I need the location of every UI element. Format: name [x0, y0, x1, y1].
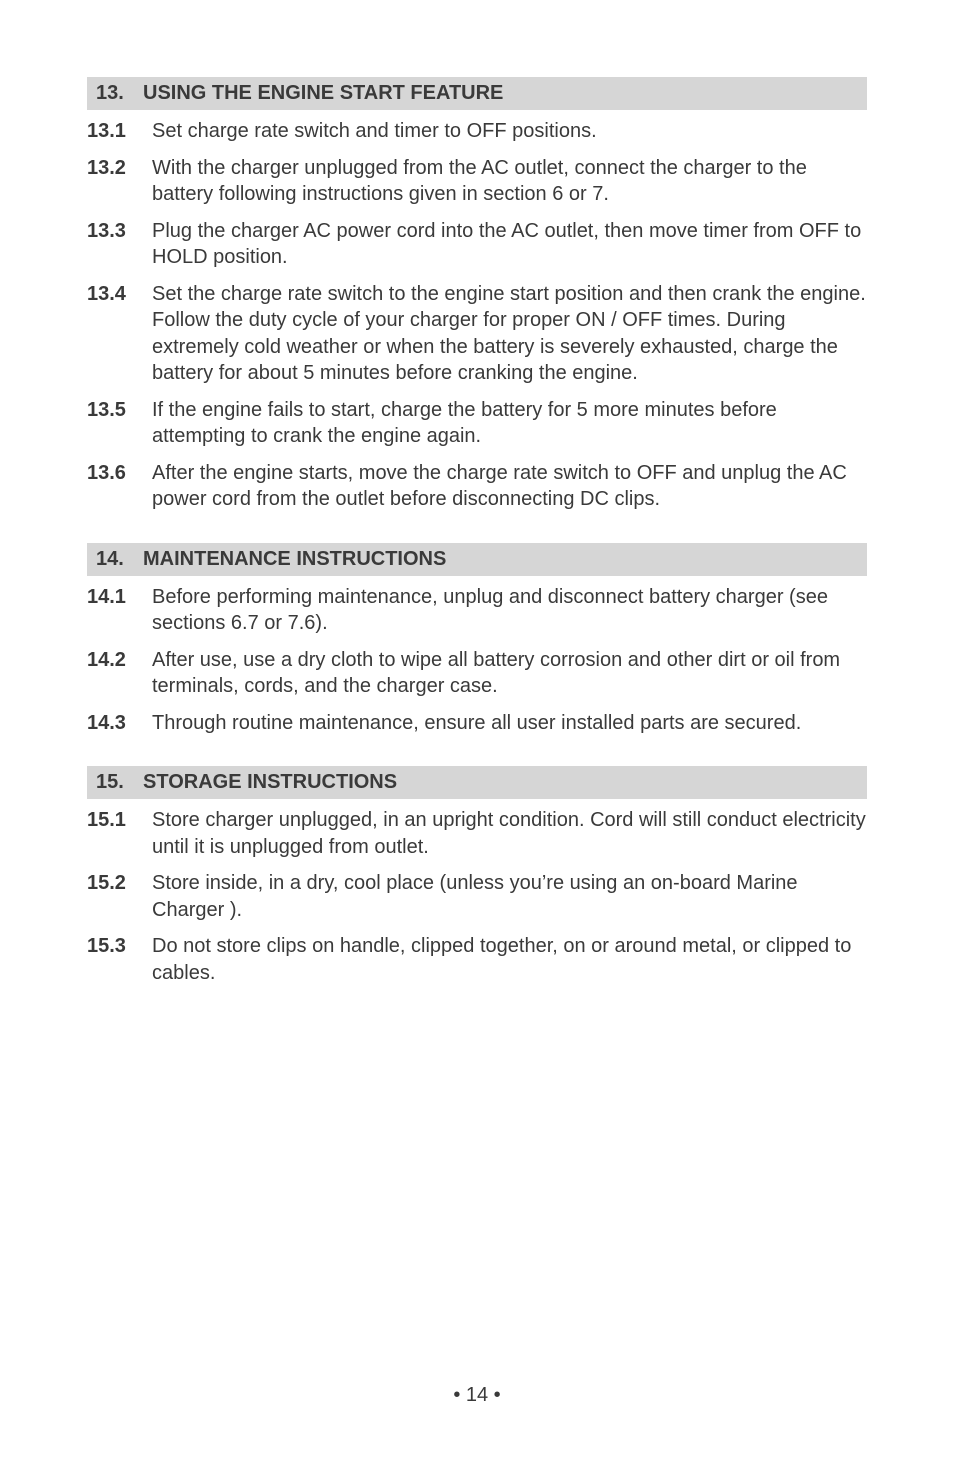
- item-text: After use, use a dry cloth to wipe all battery corrosion and other dirt or oil from terminals, cords, and the charger case.: [152, 648, 841, 697]
- section-title: STORAGE INSTRUCTIONS: [143, 771, 398, 793]
- section-number: 13.: [96, 82, 124, 104]
- list-item: [87, 281, 867, 387]
- page-number: • 14 •: [453, 1384, 501, 1406]
- list-item: [87, 118, 867, 145]
- item-number: 13.6: [87, 461, 126, 484]
- list-item: [87, 710, 867, 737]
- list-item: [87, 584, 867, 637]
- section-header: [87, 766, 867, 799]
- section-header: [87, 77, 867, 110]
- item-number: 13.3: [87, 219, 126, 242]
- item-text: Before performing maintenance, unplug and disconnect battery charger (see sections 6.7 or 7.6).: [152, 585, 828, 634]
- section-title: USING THE ENGINE START FEATURE: [143, 82, 504, 104]
- item-text: With the charger unplugged from the AC outlet, connect the charger to the battery following instructions given in section 6 or 7.: [152, 156, 807, 205]
- list-item: [87, 460, 867, 513]
- section-title: MAINTENANCE INSTRUCTIONS: [143, 547, 447, 570]
- item-number: 13.4: [87, 282, 126, 305]
- section-14: [87, 543, 867, 737]
- list-item: [87, 647, 867, 700]
- item-number: 15.1: [87, 809, 126, 831]
- item-number: 13.1: [87, 120, 126, 142]
- list-item: [87, 397, 867, 450]
- section-number: 15.: [96, 771, 124, 793]
- item-number: 14.2: [87, 648, 126, 671]
- item-text: After the engine starts, move the charge rate switch to OFF and unplug the AC power cord from the outlet before disconnecting DC clips.: [152, 461, 847, 510]
- item-text: Plug the charger AC power cord into the AC outlet, then move timer from OFF to HOLD position.: [152, 219, 862, 268]
- item-text: Set charge rate switch and timer to OFF positions.: [152, 120, 597, 142]
- list-item: [87, 155, 867, 208]
- list-item: [87, 933, 867, 986]
- item-text: Set the charge rate switch to the engine start position and then crank the engine. Follow the duty cycle of your charger for proper ON / OFF times. During extremely cold weather or when the battery is severely exhausted, charge the battery for about 5 minutes before cranking the engine.: [152, 282, 866, 384]
- section-15: [87, 766, 867, 986]
- section-13: [87, 77, 867, 513]
- item-number: 14.3: [87, 711, 126, 734]
- item-number: 13.2: [87, 156, 126, 179]
- list-item: [87, 218, 867, 271]
- item-number: 15.2: [87, 872, 126, 894]
- list-item: [87, 870, 867, 923]
- document-page: [87, 77, 867, 1016]
- section-number: 14.: [96, 547, 124, 570]
- item-number: 15.3: [87, 935, 126, 957]
- item-number: 13.5: [87, 398, 126, 421]
- list-item: [87, 807, 867, 860]
- item-text: Store inside, in a dry, cool place (unless you’re using an on-board Marine Charger ).: [152, 872, 798, 921]
- item-text: Do not store clips on handle, clipped together, on or around metal, or clipped to cables.: [152, 935, 852, 984]
- item-number: 14.1: [87, 585, 126, 608]
- item-text: If the engine fails to start, charge the battery for 5 more minutes before attempting to crank the engine again.: [152, 398, 777, 447]
- section-header: [87, 543, 867, 576]
- item-text: Through routine maintenance, ensure all user installed parts are secured.: [152, 711, 802, 734]
- item-text: Store charger unplugged, in an upright condition. Cord will still conduct electricity until it is unplugged from outlet.: [152, 809, 866, 858]
